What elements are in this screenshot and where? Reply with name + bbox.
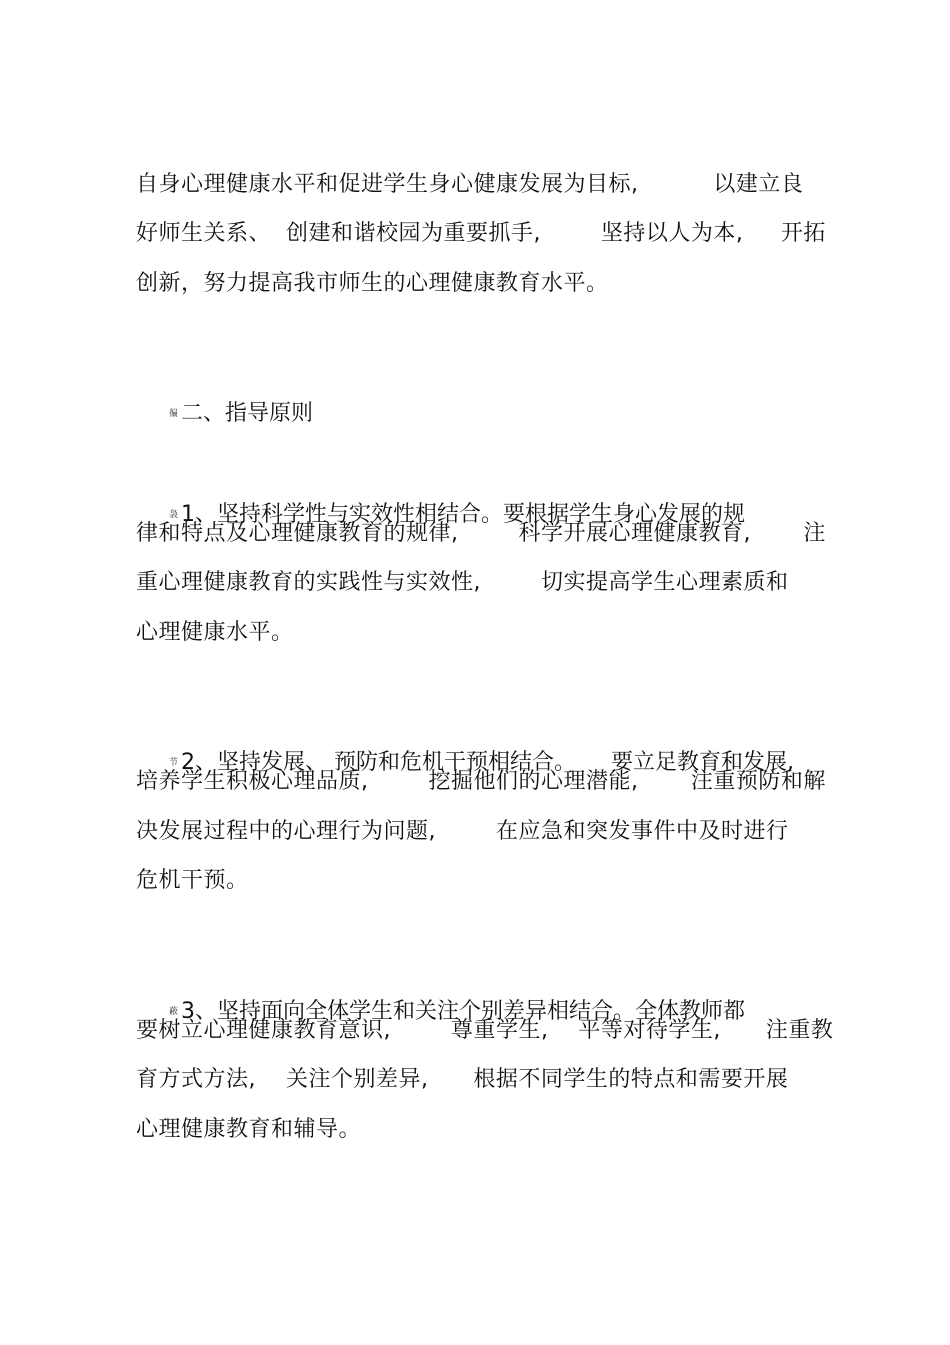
principle1-line-2: 律和特点及心理健康教育的规律, 科学开展心理健康教育, 注: [136, 521, 826, 546]
section-marker: 徧: [169, 409, 179, 419]
principle1-line-4: 心理健康水平。: [136, 620, 294, 645]
principle1-line-3: 重心理健康教育的实践性与实效性, 切实提高学生心理素质和: [136, 570, 789, 595]
section-heading: [155, 369, 313, 429]
principle2-line-2: 培养学生积极心理品质, 挖掘他们的心理潜能, 注重预防和解: [136, 769, 826, 794]
principle1-line-1: 1、坚持科学性与实效性相结合。要根据学生身心发展的规: [181, 502, 746, 527]
intro-line-1: 自身心理健康水平和促进学生身心健康发展为目标, 以建立良: [136, 172, 804, 197]
principle3-line-4: 心理健康教育和辅导。: [136, 1117, 362, 1142]
principle3-line-2: 要树立心理健康教育意识, 尊重学生, 平等对待学生, 注重教: [136, 1018, 834, 1043]
principle3-line-1: 3、坚持面向全体学生和关注个别差异相结合。全体教师都: [181, 999, 746, 1024]
principle3-line-3: 育方式方法, 关注个别差异, 根据不同学生的特点和需要开展: [136, 1067, 789, 1092]
principle2-line-4: 危机干预。: [136, 868, 249, 893]
principle2-marker: 节: [169, 758, 179, 768]
principle2-line-1: 2、坚持发展、 预防和危机干预相结合。 要立足教育和发展,: [181, 750, 794, 775]
intro-line-2: 好师生关系、 创建和谐校园为重要抓手, 坚持以人为本, 开拓: [136, 221, 826, 246]
principle3-marker: 蔽: [169, 1007, 179, 1017]
intro-line-3: 创新，努力提高我市师生的心理健康教育水平。: [136, 271, 609, 296]
section-title: 二、指导原则: [181, 401, 314, 426]
principle1-marker: 袅: [169, 510, 179, 520]
principle2-line-3: 决发展过程中的心理行为问题, 在应急和突发事件中及时进行: [136, 819, 789, 844]
